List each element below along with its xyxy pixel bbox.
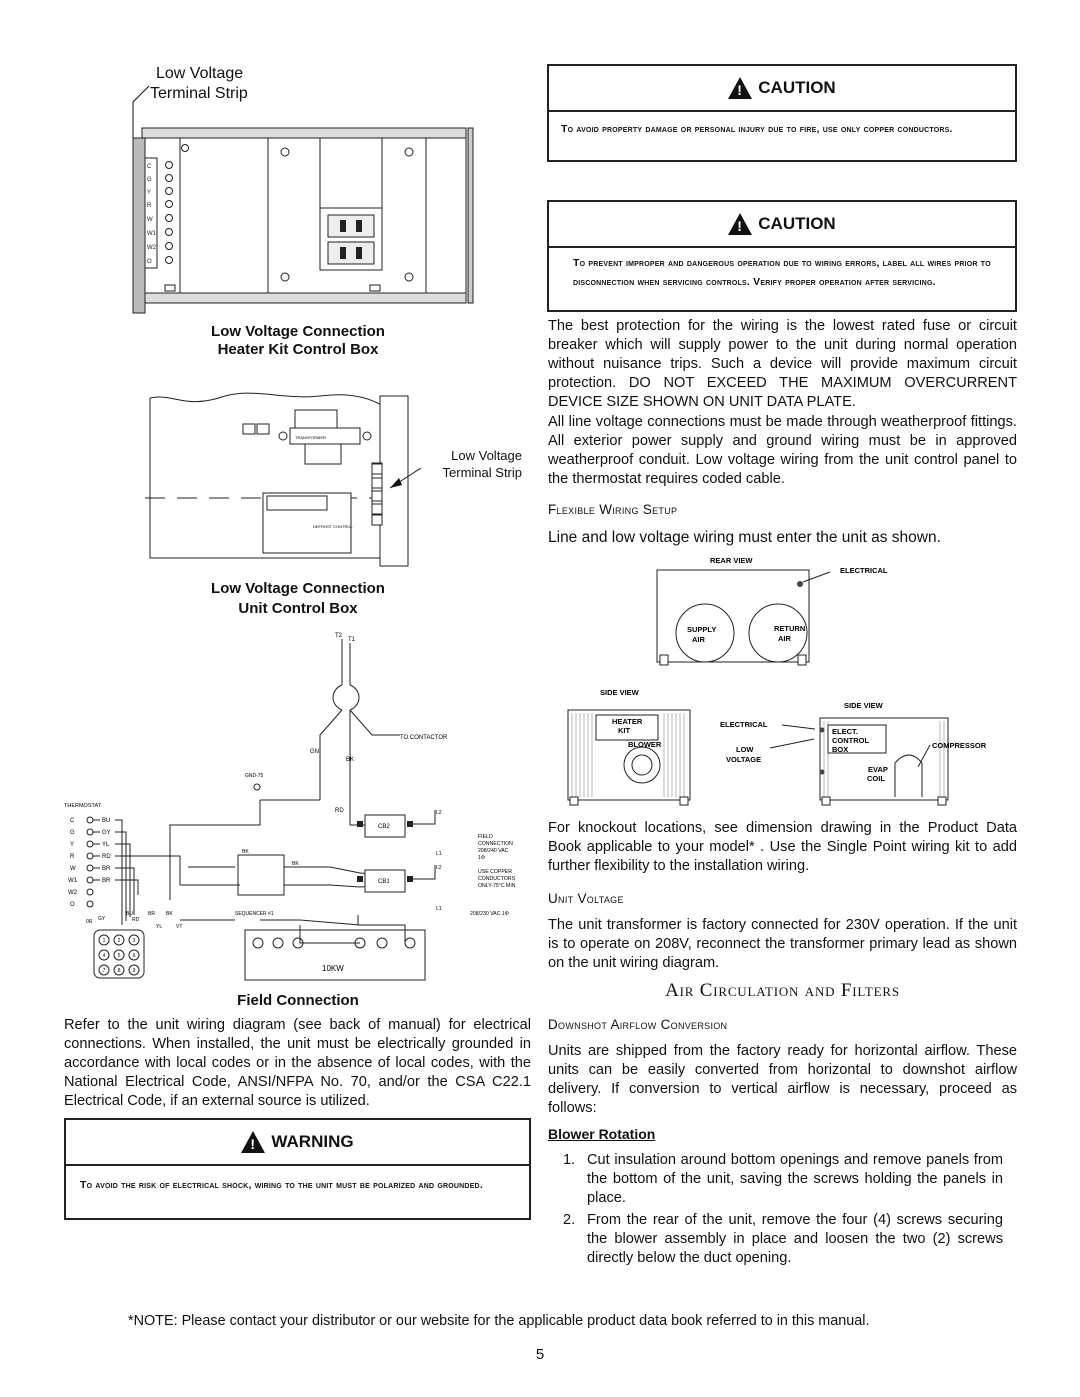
- elect-label-1: ELECT.: [832, 727, 858, 736]
- caption-unit-line1: Low Voltage Connection: [211, 580, 385, 597]
- heading-downshot: Downshot Airflow Conversion: [548, 1017, 728, 1032]
- plug-vt: VT: [176, 924, 183, 930]
- plug-bu: BU: [126, 911, 133, 917]
- callout-line2: Terminal Strip: [150, 85, 248, 102]
- caution2-title: CAUTION: [758, 214, 836, 233]
- step-1: [563, 1151, 1003, 1208]
- heading-unit-voltage: Unit Voltage: [548, 891, 624, 906]
- field-line4: 1Φ: [478, 855, 486, 861]
- side-view-1-title: SIDE VIEW: [600, 688, 639, 697]
- wiring-paragraph: Refer to the unit wiring diagram (see back of manual) for electrical connections. When installed, the unit must be electrically grounded in accordance with local codes or in the absence of local codes, with the National Electrical Code, ANSI/NFPA No. 70, and/or the CSA C22.1 Electrical Code, if an external source is utilized.: [64, 1017, 531, 1109]
- plug-gy: GY: [98, 916, 106, 922]
- heater-label-1: HEATER: [612, 717, 643, 726]
- therm-w2: W2: [68, 890, 77, 896]
- wire-br2: BR: [102, 878, 111, 884]
- therm-g: G: [70, 830, 75, 836]
- elect-label-3: BOX: [832, 745, 849, 754]
- sequencer-label: SEQUENCER #1: [235, 911, 274, 917]
- therm-r: R: [70, 854, 75, 860]
- supply-label-2: AIR: [692, 635, 705, 644]
- to-contactor-label: TO CONTACTOR: [400, 735, 448, 741]
- field-line5: USE COPPER: [478, 869, 513, 875]
- compressor-label: COMPRESSOR: [932, 741, 987, 750]
- callout-line1: Low Voltage: [156, 65, 244, 82]
- therm-w: W: [70, 866, 76, 872]
- return-label-1: RETURN: [774, 624, 806, 633]
- transformer-label: TRANSFORMER: [295, 435, 326, 440]
- plug-rd: RD: [132, 917, 140, 923]
- l1-top: L1: [436, 851, 442, 857]
- heater-kit-control-box-diagram: [125, 80, 475, 320]
- downshot-paragraph: Units are shipped from the factory ready for horizontal airflow. These units can be easily converted from horizontal to downshot airflow delivery. If conversion to vertical airflow is necessary, proceed as follows:: [548, 1043, 1017, 1116]
- gn-label: GN: [310, 749, 319, 755]
- caution2-header: [549, 202, 1015, 248]
- knockout-paragraph: For knockout locations, see dimension drawing in the Product Data Book applicable to your model* . Use the Single Point wiring kit to add further flexibility to the installation wiring.: [548, 820, 1017, 874]
- gnd-label: GND-75: [245, 773, 264, 779]
- field-line6: CONDUCTORS: [478, 876, 516, 882]
- step-2-number: 2.: [563, 1212, 576, 1228]
- plug-bk: BK: [166, 911, 173, 917]
- side-view-2-title: SIDE VIEW: [844, 701, 883, 710]
- l2-bottom: L2: [436, 865, 442, 871]
- callout-heater-line1: Low Voltage: [451, 448, 522, 463]
- terminal-label-c: C: [147, 164, 152, 170]
- flexible-wiring-text: Line and low voltage wiring must enter the unit as shown.: [548, 529, 941, 546]
- wire-yl: YL: [102, 842, 110, 848]
- warning-triangle-icon: [241, 1131, 265, 1153]
- pin-9: 9: [132, 968, 136, 974]
- terminal-label-w1: W1: [147, 231, 156, 237]
- therm-y: Y: [70, 842, 75, 848]
- field-connection-wiring-diagram: [60, 625, 540, 990]
- line-voltage-paragraph: All line voltage connections must be made through weatherproof fittings. All exterior power supply and ground wiring must be in approved weatherproof conduit. Low voltage wiring from the unit control panel to the thermostat requires coded cable.: [548, 414, 1017, 487]
- step-1-text: Cut insulation around bottom openings and remove panels from the bottom of the unit, saving the screws holding the panels in place.: [587, 1152, 1003, 1206]
- callout-heater-line2: Terminal Strip: [442, 465, 522, 480]
- wire-bu: BU: [102, 818, 111, 824]
- warning-title: WARNING: [271, 1132, 354, 1151]
- terminal-label-g: G: [147, 177, 152, 183]
- unit-voltage-paragraph: The unit transformer is factory connected for 230V operation. If the unit is to operate on 208V, reconnect the transformer primary lead as shown on the unit wiring diagram.: [548, 917, 1017, 971]
- kw-label: 10KW: [322, 964, 344, 973]
- air-circulation-heading: Air Circulation and Filters: [665, 980, 900, 1001]
- warning-text: To avoid the risk of electrical shock, wiring to the unit must be polarized and grounded.: [80, 1179, 483, 1191]
- terminal-label-w: W: [147, 217, 153, 223]
- t1-label: T1: [348, 637, 356, 643]
- elect-label-2: CONTROL: [832, 736, 870, 745]
- return-label-2: AIR: [778, 634, 791, 643]
- terminal-label-o: O: [147, 259, 152, 265]
- pin-3: 3: [132, 938, 136, 944]
- supply-label-1: SUPPLY: [687, 625, 717, 634]
- blower-label: BLOWER: [628, 740, 662, 749]
- field-line7: ONLY-75°C MIN: [478, 883, 516, 889]
- caption-heater-kit: [148, 323, 448, 359]
- side-views-diagram: [560, 685, 1010, 810]
- step-2-text: From the rear of the unit, remove the four (4) screws securing the blower assembly in place and loosen the two (2) screws directly below the duct opening.: [587, 1212, 1003, 1266]
- heater-label-2: KIT: [618, 726, 631, 735]
- heading-flexible-wiring: Flexible Wiring Setup: [548, 502, 678, 517]
- therm-c: C: [70, 818, 75, 824]
- warning-header: [66, 1120, 529, 1166]
- footer-note: *NOTE: Please contact your distributor or our website for the applicable product data book referred to in this manual.: [128, 1313, 870, 1329]
- wire-rd: RD: [102, 854, 111, 860]
- rear-view-diagram: [650, 550, 910, 670]
- side-electrical-label: ELECTRICAL: [720, 720, 768, 729]
- caution2-text: To prevent improper and dangerous operation due to wiring errors, label all wires prior to disconnection when servicing controls. Verify proper operation after servicing.: [573, 257, 991, 288]
- bk-label: BK: [346, 757, 355, 763]
- callout-low-voltage-heater: [428, 447, 522, 481]
- thermostat-label: THERMOSTAT: [64, 803, 102, 809]
- protection-paragraph: The best protection for the wiring is the lowest rated fuse or circuit breaker which will supply power to the unit during normal operation without nuisance trips. Such a device will provide maximum circuit protection. DO NOT EXCEED THE MAXIMUM OVERCURRENT DEVICE SIZE SHOWN ON UNIT DATA PLATE.: [548, 318, 1017, 410]
- blower-rotation-steps: [563, 1151, 1003, 1271]
- pin-4: 4: [102, 953, 106, 959]
- therm-w1: W1: [68, 878, 77, 884]
- caution-box-2: [547, 200, 1017, 312]
- step-1-number: 1.: [563, 1152, 576, 1168]
- terminal-label-y: Y: [147, 190, 152, 196]
- seq-bk1: BK: [242, 849, 249, 855]
- vac-bottom: 208/230 VAC 1Φ: [470, 911, 509, 917]
- low-voltage-label-1: LOW: [736, 745, 754, 754]
- l1-bottom: L1: [436, 906, 442, 912]
- terminal-label-r: R: [147, 203, 152, 209]
- pin-5: 5: [117, 953, 121, 959]
- caption-unit-line2: Unit Control Box: [238, 600, 358, 617]
- pin-6: 6: [132, 953, 136, 959]
- evap-label-2: COIL: [867, 774, 885, 783]
- rear-electrical-label: ELECTRICAL: [840, 566, 888, 575]
- plug-br: BR: [148, 911, 155, 917]
- caution1-header: [549, 66, 1015, 112]
- rd-label: RD: [335, 808, 344, 814]
- caution2-triangle-icon: [728, 213, 752, 235]
- defrost-control-label: DEFROST CONTROL: [313, 524, 353, 529]
- caution1-triangle-icon: [728, 77, 752, 99]
- caption-field-connection: Field Connection: [237, 992, 359, 1009]
- pin-2: 2: [117, 938, 121, 944]
- step-2: [563, 1211, 1003, 1268]
- field-line3: 208/240 VAC: [478, 848, 509, 854]
- field-line2: CONNECTION: [478, 841, 513, 847]
- cb2-label: CB2: [378, 824, 390, 830]
- pin-1: 1: [102, 938, 106, 944]
- cb1-label: CB1: [378, 879, 390, 885]
- caption-heater-line1: Low Voltage Connection: [211, 323, 385, 340]
- caption-unit-control: [148, 579, 448, 619]
- t2-label: T2: [335, 633, 343, 639]
- low-voltage-label-2: VOLTAGE: [726, 755, 762, 764]
- pin-7: 7: [102, 968, 106, 974]
- therm-o: O: [70, 902, 75, 908]
- caption-heater-line2: Heater Kit Control Box: [217, 341, 379, 358]
- wire-br1: BR: [102, 866, 111, 872]
- wire-gy: GY: [102, 830, 111, 836]
- caution-box-1: [547, 64, 1017, 162]
- plug-or: 0R: [86, 919, 93, 925]
- evap-label-1: EVAP: [868, 765, 888, 774]
- warning-box: [64, 1118, 531, 1220]
- plug-yl: YL: [156, 924, 163, 930]
- caution1-text: To avoid property damage or personal injury due to fire, use only copper conductors.: [561, 123, 953, 135]
- terminal-label-w2: W2: [147, 245, 156, 251]
- caution1-title: CAUTION: [758, 78, 836, 97]
- pin-8: 8: [117, 968, 121, 974]
- seq-bk2: BK: [292, 861, 299, 867]
- rear-view-title: REAR VIEW: [710, 556, 753, 565]
- l2-top: L2: [436, 810, 442, 816]
- blower-rotation-heading: Blower Rotation: [548, 1126, 656, 1142]
- field-line1: FIELD: [478, 834, 493, 840]
- page-number: 5: [535, 1346, 545, 1363]
